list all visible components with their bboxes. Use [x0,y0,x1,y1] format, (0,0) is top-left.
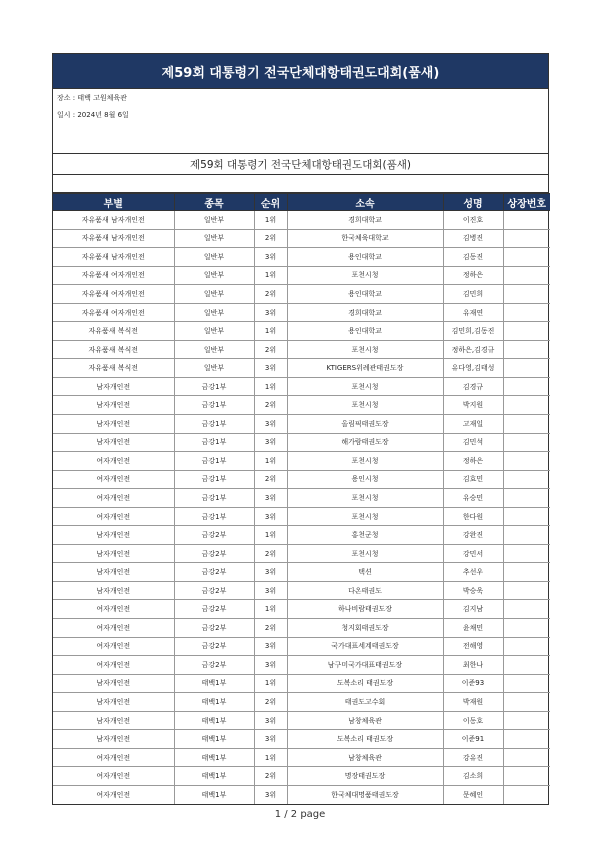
category-cell: 태백1부 [174,711,254,730]
division-cell: 여자개인전 [53,452,174,471]
name-cell: 이준93 [443,674,503,693]
division-cell: 여자개인전 [53,785,174,803]
category-cell: 일반부 [174,359,254,378]
division-cell: 여자개인전 [53,767,174,786]
affiliation-cell: 포천시청 [287,452,443,471]
rank-cell: 3위 [254,303,287,322]
results-sheet [52,53,549,805]
column-header: 부별 [53,194,174,211]
certificate-number-cell [503,396,550,415]
table-row [53,711,550,730]
affiliation-cell: 한국체육대학교 [287,229,443,248]
affiliation-cell: 명장태권도장 [287,767,443,786]
sheet-subtitle: 제59회 대통령기 전국단체대항태권도대회(품새) [53,154,548,175]
affiliation-cell: 한국체대명품태권도장 [287,785,443,803]
category-cell: 일반부 [174,266,254,285]
category-cell: 금강1부 [174,415,254,434]
affiliation-cell: 다온태권도 [287,581,443,600]
category-cell: 금강1부 [174,507,254,526]
name-cell: 박지원 [443,396,503,415]
certificate-number-cell [503,637,550,656]
table-row [53,637,550,656]
name-cell: 김민석 [443,433,503,452]
certificate-number-cell [503,656,550,675]
affiliation-cell: 경희대학교 [287,211,443,230]
certificate-number-cell [503,303,550,322]
table-row [53,674,550,693]
rank-cell: 3위 [254,507,287,526]
rank-cell: 1위 [254,748,287,767]
division-cell: 자유품새 남자개인전 [53,248,174,267]
affiliation-cell: 남구미국가대표태권도장 [287,656,443,675]
division-cell: 자유품새 여자개인전 [53,303,174,322]
affiliation-cell: 경희대학교 [287,303,443,322]
certificate-number-cell [503,711,550,730]
certificate-number-cell [503,507,550,526]
name-cell: 강유진 [443,748,503,767]
event-info [53,89,548,154]
category-cell: 금강1부 [174,396,254,415]
certificate-number-cell [503,266,550,285]
name-cell: 김경규 [443,377,503,396]
affiliation-cell: 용인대학교 [287,322,443,341]
table-row [53,452,550,471]
rank-cell: 2위 [254,544,287,563]
affiliation-cell: 해가람태권도장 [287,433,443,452]
category-cell: 일반부 [174,248,254,267]
rank-cell: 1위 [254,266,287,285]
table-row [53,248,550,267]
table-row [53,619,550,638]
certificate-number-cell [503,785,550,803]
table-row [53,359,550,378]
rank-cell: 3위 [254,415,287,434]
table-row [53,211,550,230]
table-row [53,470,550,489]
spacer-row [53,175,548,193]
name-cell: 추선우 [443,563,503,582]
affiliation-cell: KTIGERS위례관태권도장 [287,359,443,378]
affiliation-cell: 포천시청 [287,544,443,563]
category-cell: 태백1부 [174,767,254,786]
certificate-number-cell [503,377,550,396]
division-cell: 여자개인전 [53,656,174,675]
category-cell: 태백1부 [174,730,254,749]
category-cell: 태백1부 [174,748,254,767]
name-cell: 이진호 [443,211,503,230]
division-cell: 여자개인전 [53,600,174,619]
category-cell: 태백1부 [174,785,254,803]
name-cell: 유다영,김태성 [443,359,503,378]
affiliation-cell: 하나비람태권도장 [287,600,443,619]
name-cell: 정하은 [443,266,503,285]
page-indicator: 1 / 2 page [274,809,326,820]
rank-cell: 3위 [254,730,287,749]
category-cell: 금강1부 [174,433,254,452]
name-cell: 박재원 [443,693,503,712]
certificate-number-cell [503,600,550,619]
certificate-number-cell [503,767,550,786]
certificate-number-cell [503,581,550,600]
name-cell: 한다원 [443,507,503,526]
table-row [53,377,550,396]
division-cell: 자유품새 여자개인전 [53,266,174,285]
venue-text: 장소 : 태백 고원체육관 [57,94,127,102]
table-row [53,340,550,359]
name-cell: 김소희 [443,767,503,786]
division-cell: 남자개인전 [53,396,174,415]
division-cell: 남자개인전 [53,563,174,582]
certificate-number-cell [503,730,550,749]
name-cell: 김민희 [443,285,503,304]
certificate-number-cell [503,248,550,267]
date-text: 일시 : 2024년 8월 6일 [57,111,129,119]
certificate-number-cell [503,433,550,452]
certificate-number-cell [503,544,550,563]
rank-cell: 1위 [254,452,287,471]
category-cell: 일반부 [174,303,254,322]
rank-cell: 3위 [254,711,287,730]
table-row [53,581,550,600]
category-cell: 일반부 [174,229,254,248]
name-cell: 이동호 [443,711,503,730]
division-cell: 자유품새 남자개인전 [53,211,174,230]
table-row [53,266,550,285]
division-cell: 남자개인전 [53,581,174,600]
category-cell: 금강2부 [174,526,254,545]
category-cell: 금강2부 [174,581,254,600]
certificate-number-cell [503,340,550,359]
affiliation-cell: 홍천군청 [287,526,443,545]
certificate-number-cell [503,674,550,693]
affiliation-cell: 포천시청 [287,340,443,359]
rank-cell: 3위 [254,656,287,675]
table-row [53,303,550,322]
table-row [53,433,550,452]
name-cell: 유재연 [443,303,503,322]
rank-cell: 2위 [254,619,287,638]
table-row [53,656,550,675]
results-table [53,193,550,804]
affiliation-cell: 포천시청 [287,396,443,415]
name-cell: 이준91 [443,730,503,749]
category-cell: 금강1부 [174,489,254,508]
division-cell: 자유품새 여자개인전 [53,285,174,304]
affiliation-cell: 청지회태권도장 [287,619,443,638]
name-cell: 윤채민 [443,619,503,638]
category-cell: 금강2부 [174,544,254,563]
affiliation-cell: 용인시청 [287,470,443,489]
certificate-number-cell [503,285,550,304]
division-cell: 남자개인전 [53,544,174,563]
table-row [53,526,550,545]
certificate-number-cell [503,563,550,582]
rank-cell: 1위 [254,211,287,230]
name-cell: 김민희,김동진 [443,322,503,341]
table-row [53,544,550,563]
affiliation-cell: 올림픽태권도장 [287,415,443,434]
rank-cell: 1위 [254,600,287,619]
category-cell: 일반부 [174,285,254,304]
category-cell: 금강1부 [174,470,254,489]
table-row [53,600,550,619]
division-cell: 남자개인전 [53,526,174,545]
table-row [53,322,550,341]
rank-cell: 2위 [254,340,287,359]
affiliation-cell: 남창체육관 [287,748,443,767]
name-cell: 문혜인 [443,785,503,803]
certificate-number-cell [503,748,550,767]
rank-cell: 3위 [254,359,287,378]
category-cell: 태백1부 [174,674,254,693]
certificate-number-cell [503,619,550,638]
certificate-number-cell [503,415,550,434]
column-header: 종목 [174,194,254,211]
name-cell: 김효민 [443,470,503,489]
rank-cell: 2위 [254,229,287,248]
name-cell: 강민서 [443,544,503,563]
certificate-number-cell [503,470,550,489]
division-cell: 남자개인전 [53,693,174,712]
division-cell: 자유품새 복식전 [53,322,174,341]
certificate-number-cell [503,489,550,508]
table-row [53,415,550,434]
affiliation-cell: 태권도고수회 [287,693,443,712]
certificate-number-cell [503,526,550,545]
category-cell: 금강2부 [174,563,254,582]
category-cell: 금강2부 [174,637,254,656]
rank-cell: 2위 [254,693,287,712]
rank-cell: 2위 [254,396,287,415]
division-cell: 남자개인전 [53,711,174,730]
table-row [53,748,550,767]
rank-cell: 3위 [254,785,287,803]
category-cell: 일반부 [174,211,254,230]
rank-cell: 2위 [254,285,287,304]
table-header-row [53,194,550,211]
affiliation-cell: 택션 [287,563,443,582]
affiliation-cell: 포천시청 [287,377,443,396]
rank-cell: 1위 [254,322,287,341]
division-cell: 여자개인전 [53,489,174,508]
column-header: 소속 [287,194,443,211]
affiliation-cell: 포천시청 [287,507,443,526]
category-cell: 금강2부 [174,656,254,675]
column-header: 성명 [443,194,503,211]
table-row [53,229,550,248]
division-cell: 남자개인전 [53,415,174,434]
name-cell: 전해영 [443,637,503,656]
division-cell: 남자개인전 [53,377,174,396]
name-cell: 강완진 [443,526,503,545]
rank-cell: 3위 [254,581,287,600]
name-cell: 최한나 [443,656,503,675]
certificate-number-cell [503,693,550,712]
division-cell: 자유품새 복식전 [53,340,174,359]
table-row [53,563,550,582]
rank-cell: 3위 [254,433,287,452]
category-cell: 태백1부 [174,693,254,712]
certificate-number-cell [503,229,550,248]
name-cell: 고재일 [443,415,503,434]
category-cell: 금강1부 [174,377,254,396]
affiliation-cell: 국가대표세계태권도장 [287,637,443,656]
category-cell: 금강1부 [174,452,254,471]
affiliation-cell: 도복소리 태권도장 [287,730,443,749]
division-cell: 여자개인전 [53,470,174,489]
rank-cell: 1위 [254,674,287,693]
division-cell: 여자개인전 [53,619,174,638]
category-cell: 금강2부 [174,619,254,638]
division-cell: 여자개인전 [53,748,174,767]
rank-cell: 2위 [254,470,287,489]
certificate-number-cell [503,211,550,230]
table-row [53,396,550,415]
division-cell: 남자개인전 [53,433,174,452]
name-cell: 유승민 [443,489,503,508]
division-cell: 남자개인전 [53,730,174,749]
column-header: 순위 [254,194,287,211]
affiliation-cell: 포천시청 [287,489,443,508]
certificate-number-cell [503,359,550,378]
rank-cell: 1위 [254,377,287,396]
table-row [53,489,550,508]
rank-cell: 3위 [254,563,287,582]
category-cell: 일반부 [174,322,254,341]
table-row [53,507,550,526]
division-cell: 자유품새 복식전 [53,359,174,378]
category-cell: 금강2부 [174,600,254,619]
affiliation-cell: 용인대학교 [287,285,443,304]
table-row [53,285,550,304]
column-header: 상장번호 [503,194,550,211]
table-row [53,693,550,712]
rank-cell: 2위 [254,767,287,786]
affiliation-cell: 포천시청 [287,266,443,285]
name-cell: 정하은 [443,452,503,471]
division-cell: 여자개인전 [53,507,174,526]
certificate-number-cell [503,322,550,341]
affiliation-cell: 남창체육관 [287,711,443,730]
table-row [53,767,550,786]
affiliation-cell: 용인대학교 [287,248,443,267]
table-row [53,785,550,803]
table-row [53,730,550,749]
table-body [53,211,550,804]
rank-cell: 1위 [254,526,287,545]
category-cell: 일반부 [174,340,254,359]
division-cell: 여자개인전 [53,637,174,656]
name-cell: 김지남 [443,600,503,619]
certificate-number-cell [503,452,550,471]
division-cell: 자유품새 남자개인전 [53,229,174,248]
rank-cell: 3위 [254,248,287,267]
title-banner: 제59회 대통령기 전국단체대항태권도대회(품새) [53,54,548,89]
name-cell: 김병진 [443,229,503,248]
rank-cell: 3위 [254,637,287,656]
rank-cell: 3위 [254,489,287,508]
name-cell: 정하은,김경규 [443,340,503,359]
affiliation-cell: 도복소리 태권도장 [287,674,443,693]
name-cell: 박승욱 [443,581,503,600]
division-cell: 남자개인전 [53,674,174,693]
name-cell: 김동진 [443,248,503,267]
